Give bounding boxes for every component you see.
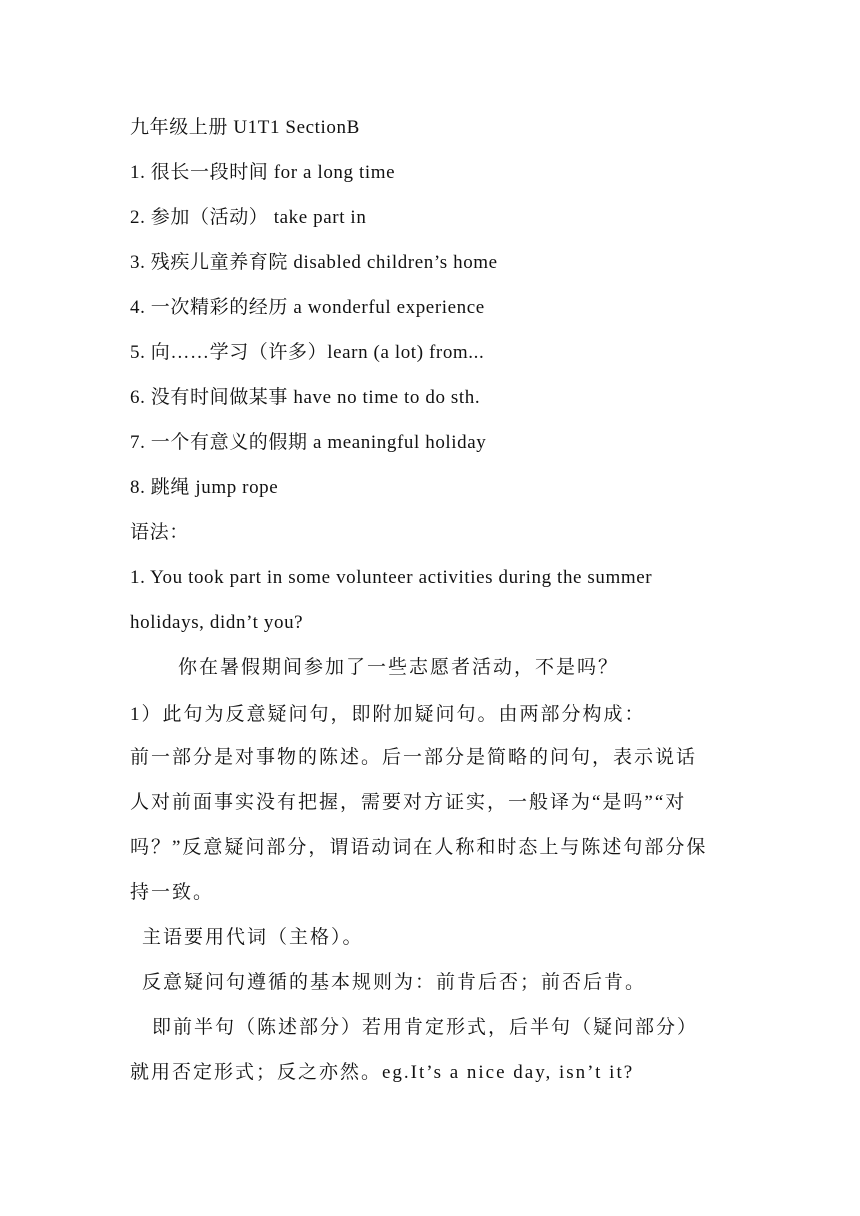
vocab-item-7: 7. 一个有意义的假期 a meaningful holiday (130, 432, 487, 453)
rule-subject: 主语要用代词（主格）。 (142, 927, 364, 948)
vocab-item-8: 8. 跳绳 jump rope (130, 477, 279, 498)
vocab-item-6: 6. 没有时间做某事 have no time to do sth. (130, 387, 481, 408)
explanation-line-1: 1）此句为反意疑问句，即附加疑问句。由两部分构成： (130, 704, 646, 725)
rule-detail-line2: 就用否定形式；反之亦然。eg.It’s a nice day, isn’t it? (130, 1062, 635, 1083)
example-sentence-line1: 1. You took part in some volunteer activities during the summer (130, 567, 653, 588)
vocab-item-3: 3. 残疾儿童养育院 disabled children’s home (130, 252, 498, 273)
explanation-line-3: 人对前面事实没有把握，需要对方证实，一般译为“是吗”“对 (130, 792, 687, 813)
rule-basic: 反意疑问句遵循的基本规则为：前肯后否；前否后肯。 (142, 972, 647, 993)
vocab-item-4: 4. 一次精彩的经历 a wonderful experience (130, 297, 485, 318)
vocab-item-2: 2. 参加（活动） take part in (130, 207, 367, 228)
vocab-item-5: 5. 向……学习（许多）learn (a lot) from... (130, 342, 485, 363)
explanation-line-4: 吗？”反意疑问部分，谓语动词在人称和时态上与陈述句部分保 (130, 837, 708, 858)
explanation-line-2: 前一部分是对事物的陈述。后一部分是简略的问句，表示说话 (130, 747, 698, 768)
example-translation: 你在暑假期间参加了一些志愿者活动，不是吗？ (178, 657, 620, 678)
document-title: 九年级上册 U1T1 SectionB (130, 117, 360, 138)
rule-detail-line1: 即前半句（陈述部分）若用肯定形式，后半句（疑问部分） (152, 1017, 699, 1038)
grammar-heading: 语法： (130, 522, 189, 543)
explanation-line-5: 持一致。 (130, 882, 215, 903)
example-sentence-line2: holidays, didn’t you? (130, 612, 304, 633)
vocab-item-1: 1. 很长一段时间 for a long time (130, 162, 396, 183)
